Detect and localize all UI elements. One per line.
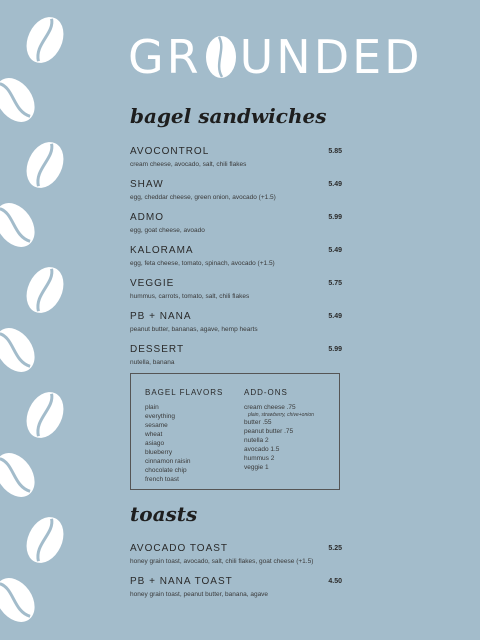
- flavor-item: asiago: [145, 440, 165, 447]
- logo-text-left: GR: [128, 30, 202, 84]
- logo-text-right: UNDED: [239, 30, 423, 84]
- flavor-item: blueberry: [145, 449, 173, 456]
- item-price: 4.50: [328, 578, 342, 585]
- item-name: PB + NANA: [130, 311, 192, 322]
- item-price: 5.49: [328, 247, 342, 254]
- menu-item: [130, 245, 342, 278]
- brand-logo: [128, 30, 423, 84]
- coffee-bean-icon: [19, 511, 70, 569]
- item-price: 5.85: [328, 148, 342, 155]
- item-description: peanut butter, bananas, agave, hemp hearts: [130, 326, 258, 333]
- addon-item: butter .55: [244, 419, 272, 426]
- item-description: egg, goat cheese, avoado: [130, 227, 205, 234]
- menu-item: [130, 543, 342, 576]
- item-description: egg, feta cheese, tomato, spinach, avocado (+1.5): [130, 260, 275, 267]
- flavors-addons-box: [130, 373, 340, 490]
- item-description: cream cheese, avocado, salt, chili flakes: [130, 161, 247, 168]
- flavor-item: everything: [145, 413, 175, 420]
- menu-item: [130, 311, 342, 344]
- menu-item: [130, 576, 342, 609]
- section-title-bagels: bagel sandwiches: [130, 104, 327, 128]
- cream-cheese-note: plain, strawberry, chive+onion: [248, 412, 314, 418]
- item-name: VEGGIE: [130, 278, 175, 289]
- coffee-bean-icon: [19, 261, 70, 319]
- coffee-bean-icon: [204, 34, 238, 80]
- item-name: DESSERT: [130, 344, 185, 355]
- addon-item: avocado 1.5: [244, 446, 280, 453]
- addon-item: hummus 2: [244, 455, 275, 462]
- flavor-item: plain: [145, 404, 159, 411]
- item-price: 5.75: [328, 280, 342, 287]
- coffee-bean-column: [0, 0, 80, 640]
- item-price: 5.99: [328, 346, 342, 353]
- coffee-bean-icon: [19, 386, 70, 444]
- coffee-bean-icon: [0, 71, 43, 130]
- coffee-bean-icon: [19, 136, 70, 194]
- addon-item: nutella 2: [244, 437, 269, 444]
- coffee-bean-icon: [0, 321, 43, 380]
- flavor-item: sesame: [145, 422, 168, 429]
- item-description: hummus, carrots, tomato, salt, chili flakes: [130, 293, 250, 300]
- addons-heading: ADD-ONS: [244, 388, 288, 397]
- item-name: SHAW: [130, 179, 164, 190]
- item-name: AVOCADO TOAST: [130, 543, 229, 554]
- bagel-menu-list: [130, 146, 342, 377]
- item-name: KALORAMA: [130, 245, 194, 256]
- menu-item: [130, 146, 342, 179]
- item-price: 5.49: [328, 313, 342, 320]
- addon-item: peanut butter .75: [244, 428, 294, 435]
- addon-item: veggie 1: [244, 464, 269, 471]
- menu-item: [130, 278, 342, 311]
- item-name: ADMO: [130, 212, 164, 223]
- item-description: honey grain toast, peanut butter, banana, agave: [130, 591, 269, 598]
- item-name: PB + NANA TOAST: [130, 576, 233, 587]
- flavor-item: cinnamon raisin: [145, 458, 191, 465]
- addon-item: cream cheese .75: [244, 404, 296, 411]
- item-price: 5.25: [328, 545, 342, 552]
- toast-menu-list: [130, 543, 342, 609]
- add-ons-column: [244, 388, 314, 472]
- item-description: egg, cheddar cheese, green onion, avocado (+1.5): [130, 194, 276, 201]
- item-price: 5.99: [328, 214, 342, 221]
- menu-item: [130, 212, 342, 245]
- coffee-bean-icon: [0, 196, 43, 255]
- flavors-heading: BAGEL FLAVORS: [145, 388, 224, 397]
- item-price: 5.49: [328, 181, 342, 188]
- item-name: AVOCONTROL: [130, 146, 210, 157]
- section-title-toasts: toasts: [130, 502, 198, 526]
- flavor-item: french toast: [145, 476, 179, 483]
- item-description: honey grain toast, avocado, salt, chili flakes, goat cheese (+1.5): [130, 558, 314, 565]
- flavor-item: chocolate chip: [145, 467, 187, 474]
- menu-item: [130, 179, 342, 212]
- flavor-item: wheat: [145, 431, 163, 438]
- bagel-flavors-column: [145, 388, 223, 484]
- coffee-bean-icon: [0, 571, 43, 630]
- item-description: nutella, banana: [130, 359, 175, 366]
- coffee-bean-icon: [19, 11, 70, 69]
- coffee-bean-icon: [0, 446, 43, 505]
